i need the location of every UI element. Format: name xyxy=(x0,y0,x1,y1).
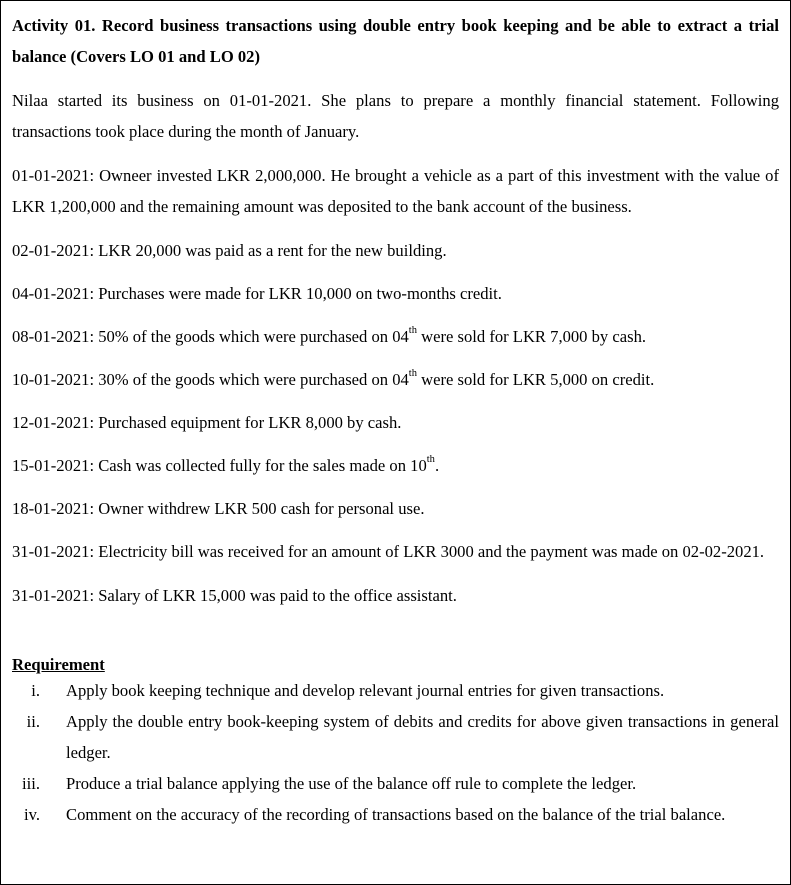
transaction-text: 30% of the goods which were purchased on 04 xyxy=(98,370,409,389)
transaction-text: LKR 20,000 was paid as a rent for the new building. xyxy=(98,241,447,260)
transaction-text: Electricity bill was received for an amount of LKR 3000 and the payment was made on 02-02-2021. xyxy=(98,542,765,561)
requirement-list xyxy=(12,675,779,830)
transaction-text-end: were sold for LKR 5,000 on credit. xyxy=(416,370,655,389)
ordinal-suffix: th xyxy=(408,325,417,337)
requirement-number: iii. xyxy=(22,774,40,793)
transaction-date: 01-01-2021 xyxy=(12,166,90,185)
transaction-date: 31-01-2021 xyxy=(12,542,90,561)
intro-paragraph: Nilaa started its business on 01-01-2021. She plans to prepare a monthly financial statement. Following transactions took place during the month of January. xyxy=(12,91,779,141)
transaction-item: 04-01-2021: Purchases were made for LKR 10,000 on two-months credit. xyxy=(12,284,502,303)
requirement-item xyxy=(12,768,779,799)
ordinal-suffix: th xyxy=(426,454,435,466)
requirement-number: iv. xyxy=(24,805,40,824)
transaction-item: 15-01-2021: Cash was collected fully for the sales made on 10th. xyxy=(12,454,440,475)
transaction-item: 31-01-2021: Salary of LKR 15,000 was paid to the office assistant. xyxy=(12,586,457,605)
transaction-date: 31-01-2021 xyxy=(12,586,90,605)
transaction-text: Purchases were made for LKR 10,000 on two-months credit. xyxy=(98,284,502,303)
transaction-item: 12-01-2021: Purchased equipment for LKR 8,000 by cash. xyxy=(12,413,402,432)
transaction-text: Salary of LKR 15,000 was paid to the office assistant. xyxy=(98,586,457,605)
transaction-date: 15-01-2021 xyxy=(12,456,90,475)
transaction-item: 08-01-2021: 50% of the goods which were purchased on 04th were sold for LKR 7,000 by cash. xyxy=(12,325,647,346)
requirement-item xyxy=(12,799,779,830)
transaction-item: 01-01-2021: Owneer invested LKR 2,000,000. He brought a vehicle as a part of this investment with the value of LKR 1,200,000 and the remaining amount was deposited to the bank account of the business. xyxy=(12,166,779,216)
transaction-text: Owner withdrew LKR 500 cash for personal use. xyxy=(98,499,425,518)
transaction-date: 04-01-2021 xyxy=(12,284,90,303)
requirement-number: i. xyxy=(31,681,40,700)
transaction-item: 31-01-2021: Electricity bill was received for an amount of LKR 3000 and the payment was made on 02-02-2021. xyxy=(12,542,765,561)
activity-title: Activity 01. Record business transactions using double entry book keeping and be able to extract a trial balance (Covers LO 01 and LO 02) xyxy=(12,16,779,66)
transaction-date: 10-01-2021 xyxy=(12,370,90,389)
transaction-text: Purchased equipment for LKR 8,000 by cash. xyxy=(98,413,402,432)
transaction-date: 08-01-2021 xyxy=(12,327,90,346)
transaction-item: 02-01-2021: LKR 20,000 was paid as a rent for the new building. xyxy=(12,241,447,260)
transaction-item: 18-01-2021: Owner withdrew LKR 500 cash for personal use. xyxy=(12,499,425,518)
transaction-text: Cash was collected fully for the sales made on 10 xyxy=(98,456,427,475)
transaction-date: 12-01-2021 xyxy=(12,413,90,432)
requirement-number: ii. xyxy=(26,712,40,731)
transaction-item: 10-01-2021: 30% of the goods which were purchased on 04th were sold for LKR 5,000 on credit. xyxy=(12,368,655,389)
requirement-item xyxy=(12,675,779,706)
ordinal-suffix: th xyxy=(408,368,417,380)
transaction-text: Owneer invested LKR 2,000,000. He brought a vehicle as a part of this investment with the value of LKR 1,200,000 and the remaining amount was deposited to the bank account of the business. xyxy=(12,166,779,216)
transaction-text: 50% of the goods which were purchased on 04 xyxy=(98,327,409,346)
activity-content xyxy=(12,10,779,830)
requirement-text: Produce a trial balance applying the use of the balance off rule to complete the ledger. xyxy=(66,774,637,793)
transaction-date: 18-01-2021 xyxy=(12,499,90,518)
transaction-text-end: were sold for LKR 7,000 by cash. xyxy=(416,327,647,346)
requirement-text: Apply book keeping technique and develop relevant journal entries for given transactions. xyxy=(66,681,665,700)
requirement-text: Apply the double entry book-keeping system of debits and credits for above given transactions in general ledger. xyxy=(66,712,779,762)
requirement-heading: Requirement xyxy=(12,655,105,674)
requirement-item xyxy=(12,706,779,768)
transaction-date: 02-01-2021 xyxy=(12,241,90,260)
transaction-text-end: . xyxy=(434,456,440,475)
requirement-text: Comment on the accuracy of the recording of transactions based on the balance of the trial balance. xyxy=(66,805,726,824)
